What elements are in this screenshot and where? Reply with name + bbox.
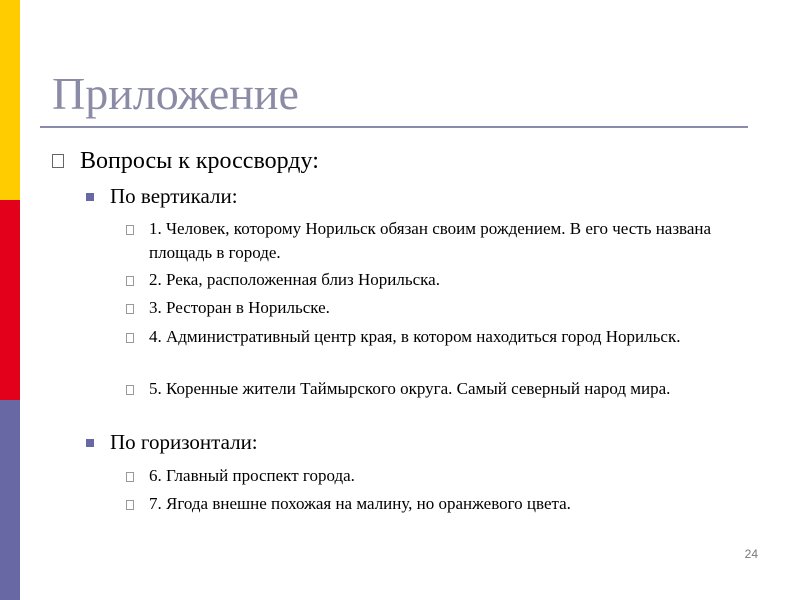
list-item-text: 7. Ягода внешне похожая на малину, но оранжевого цвета. [149,494,571,513]
list-item [126,377,749,401]
page-number: 24 [744,547,758,561]
heading-row [52,145,319,177]
list-item [126,296,749,320]
list-item [126,325,749,349]
list-item [126,217,749,265]
stripe-yellow [0,0,20,200]
stripe-red [0,200,20,400]
list-item [126,492,749,516]
filled-square-bullet-icon [86,439,94,447]
horizontal-section-row [86,428,258,456]
filled-square-bullet-icon [86,193,94,201]
square-bullet-icon [126,385,134,395]
list-item [126,268,749,292]
square-bullet-icon [126,500,134,510]
square-bullet-icon [126,304,134,314]
square-bullet-icon [126,276,134,286]
heading-text: Вопросы к кроссворду: [80,148,319,174]
list-item-text: 6. Главный проспект города. [149,466,355,485]
vertical-section-row [86,182,238,210]
sidebar-stripes [0,0,20,600]
list-item-text: 1. Человек, которому Норильск обязан своим рождением. В его честь названа площадь в городе. [149,219,712,262]
list-item-text: 5. Коренные жители Таймырского округа. Самый северный народ мира. [149,379,671,398]
slide-title: Приложение [52,68,299,119]
list-item-text: 4. Административный центр края, в котором находиться город Норильск. [149,327,681,346]
list-item-text: 2. Река, расположенная близ Норильска. [149,270,440,289]
stripe-purple [0,400,20,600]
title-underline [40,126,748,128]
square-bullet-icon [126,333,134,343]
vertical-section-label: По вертикали: [110,184,238,208]
list-item-text: 3. Ресторан в Норильске. [149,298,330,317]
square-bullet-icon [126,472,134,482]
square-bullet-icon [52,154,64,168]
horizontal-section-label: По горизонтали: [110,430,258,454]
list-item [126,464,749,488]
square-bullet-icon [126,225,134,235]
